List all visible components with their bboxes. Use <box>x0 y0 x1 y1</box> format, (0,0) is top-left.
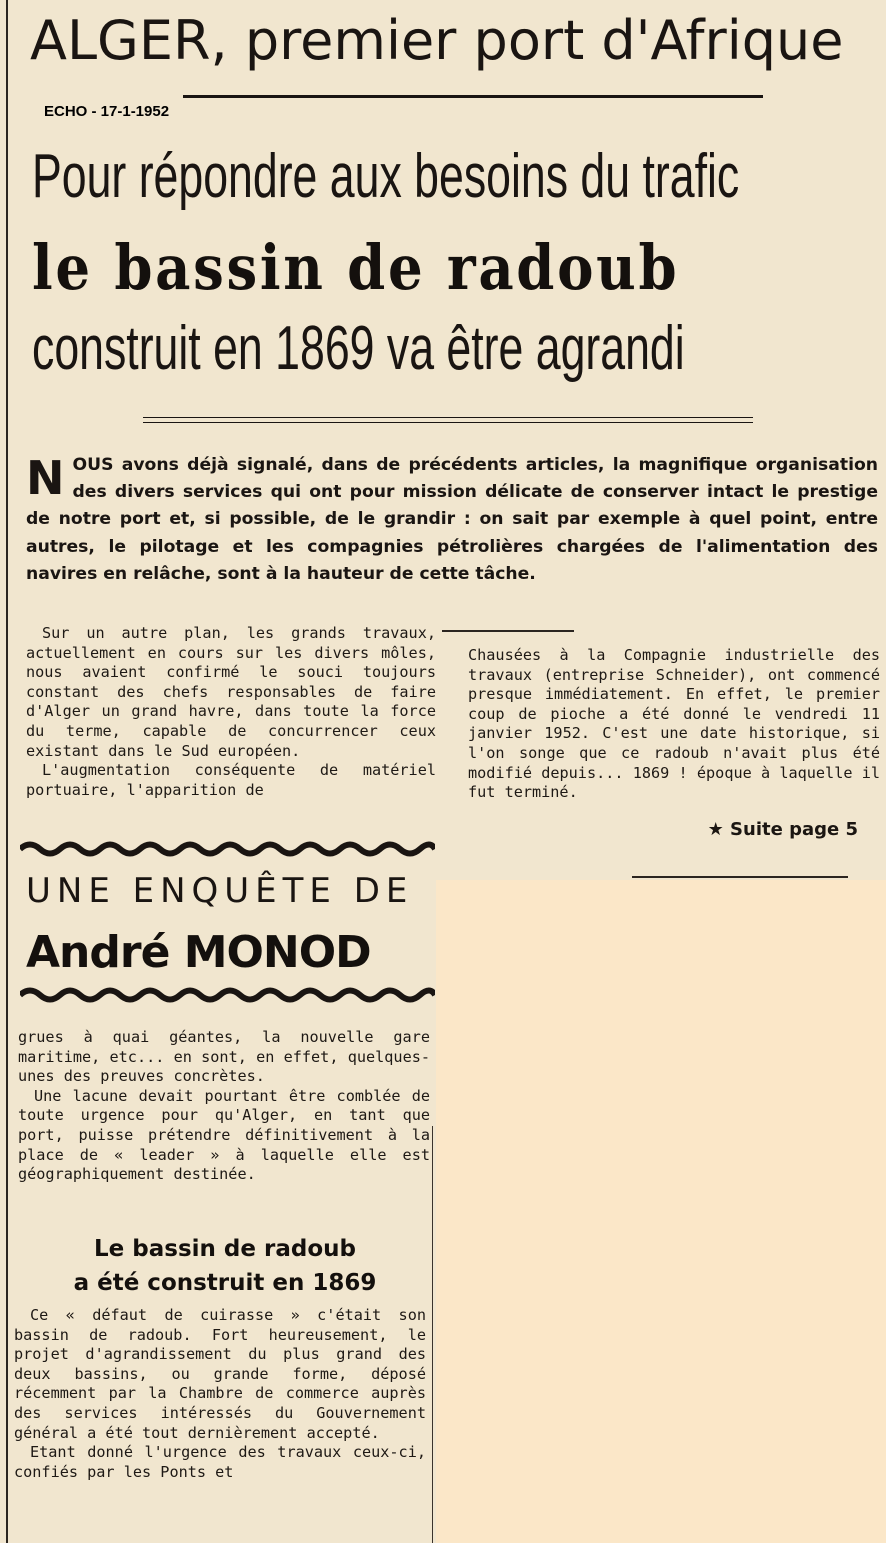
lead-paragraph <box>26 452 878 588</box>
headline-line-1: Pour répondre aux besoins du trafic <box>32 142 740 211</box>
article-column-2 <box>18 1028 430 1185</box>
paragraph: Une lacune devait pourtant être comblée de toute urgence pour qu'Alger, en tant que port, puisse prétendre définitivement à la place de « leader » à laquelle elle est géographiquement destinée. <box>18 1086 430 1184</box>
title-rule <box>183 95 763 98</box>
drop-cap: N <box>26 451 65 505</box>
paragraph: Ce « défaut de cuirasse » c'était son bassin de radoub. Fort heureusement, le projet d'agrandissement du plus grand des deux bassins, ou grande forme, déposé récemment par la Chambre de commerce auprès des services intéressés du Gouvernement général a été tout dernièrement accepté. <box>14 1306 426 1442</box>
left-border-rule <box>6 0 8 1543</box>
paragraph: Chausées à la Compagnie industrielle des travaux (entreprise Schneider), ont commencé presque immédiatement. En effet, le premier coup de pioche a été donné le vendredi 11 janvier 1952. C'est une date historique, si l'on songe que ce radoub n'avait plus été modifié depuis... 1869 ! époque à laquelle il fut terminé. <box>468 646 880 802</box>
subheading <box>20 1232 430 1300</box>
headline-line-2: le bassin de radoub <box>32 231 680 304</box>
subheading-line-1: Le bassin de radoub <box>94 1236 356 1262</box>
wavy-rule-bottom <box>20 984 435 1006</box>
column-separator <box>432 1126 433 1543</box>
article-column-right <box>468 646 880 803</box>
paragraph: L'augmentation conséquente de matériel portuaire, l'apparition de <box>26 761 436 799</box>
blank-area <box>436 880 886 1543</box>
source-label: ECHO - 17-1-1952 <box>44 103 170 120</box>
paragraph: grues à quai géantes, la nouvelle gare maritime, etc... en sont, en effet, quelques-unes des preuves concrètes. <box>18 1028 430 1086</box>
subheading-line-2: a été construit en 1869 <box>73 1270 377 1296</box>
main-title: ALGER, premier port d'Afrique <box>30 9 844 72</box>
article-column-1 <box>26 624 436 800</box>
continued-rule <box>632 876 848 878</box>
byline-kicker: UNE ENQUÊTE DE <box>26 871 414 911</box>
continued-label: ★ Suite page 5 <box>707 819 858 840</box>
article-column-3 <box>14 1306 426 1482</box>
paragraph: Etant donné l'urgence des travaux ceux-ci, confiés par les Ponts et <box>14 1443 426 1481</box>
byline-author: André MONOD <box>26 927 371 978</box>
lead-text: OUS avons déjà signalé, dans de précédents articles, la magnifique organisation des divers services qui ont pour mission délicate de conserver intact le prestige de notre port et, si possible, de le grandir : on sait par exemple à quel point, entre autres, le pilotage et les compagnies pétrolières chargées de l'alimentation des navires en relâche, sont à la hauteur de cette tâche. <box>26 455 878 584</box>
headline-rule <box>143 417 753 423</box>
paragraph: Sur un autre plan, les grands travaux, actuellement en cours sur les divers môles, nous avaient confirmé le souci toujours constant des chefs responsables de faire d'Alger un grand havre, dans toute la force du terme, capable de concurrencer ceux existant dans le Sud européen. <box>26 624 436 760</box>
headline-line-3: construit en 1869 va être agrandi <box>32 314 685 383</box>
wavy-rule-top <box>20 838 435 860</box>
column-rule <box>442 630 574 632</box>
